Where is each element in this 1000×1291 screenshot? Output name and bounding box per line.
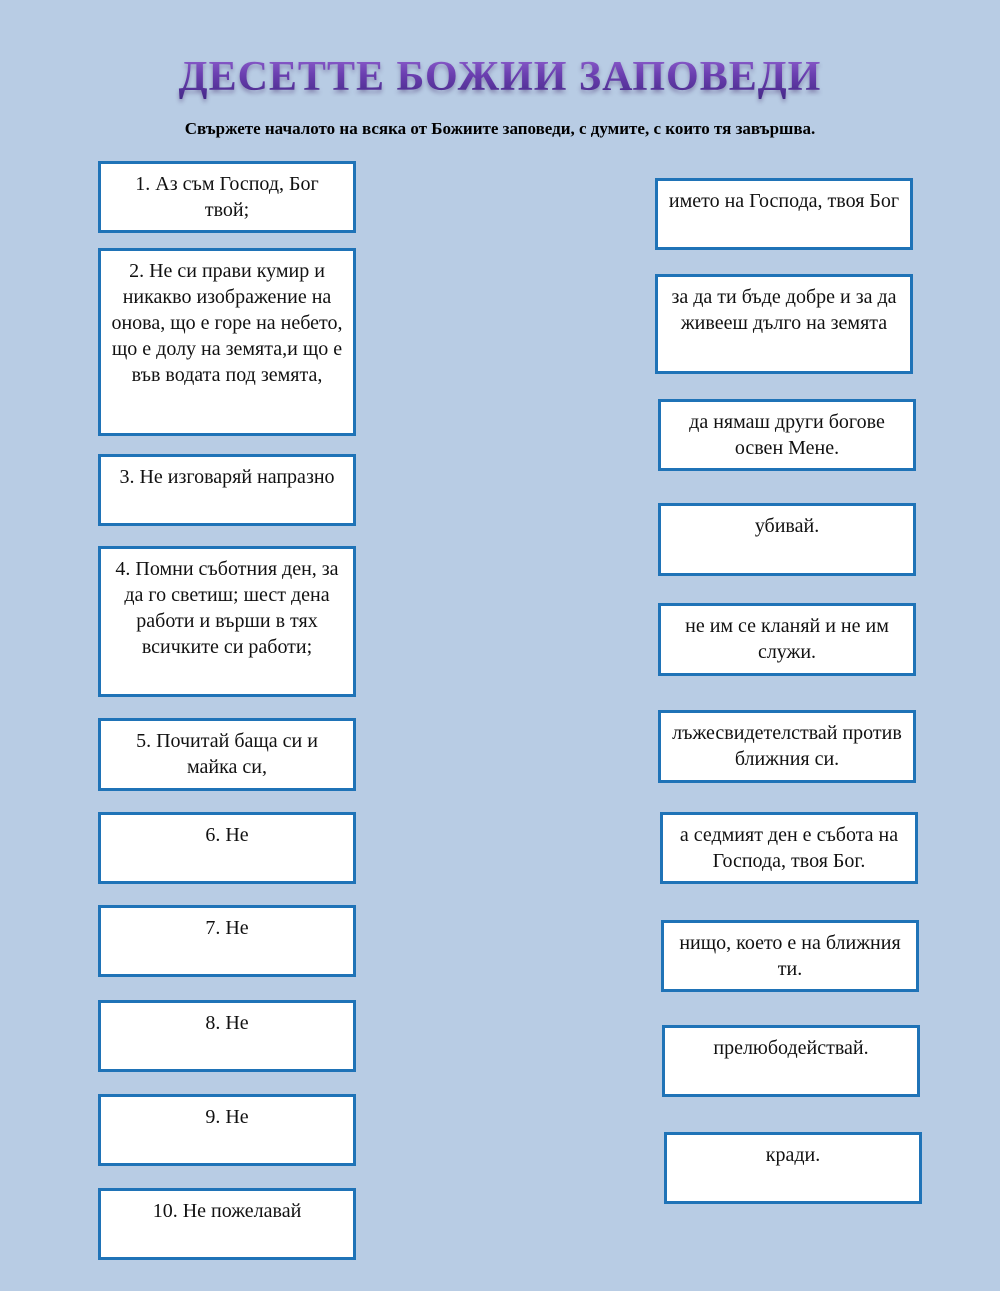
commandment-start-1[interactable]: 1. Аз съм Господ, Бог твой; xyxy=(98,161,356,233)
commandment-end-2[interactable]: за да ти бъде добре и за да живееш дълго на земята xyxy=(655,274,913,374)
commandment-start-5[interactable]: 5. Почитай баща си и майка си, xyxy=(98,718,356,791)
commandment-start-4[interactable]: 4. Помни съботния ден, за да го светиш; шест дена работи и върши в тях всичките си работи; xyxy=(98,546,356,697)
commandment-end-5[interactable]: не им се кланяй и не им служи. xyxy=(658,603,916,676)
commandment-end-8[interactable]: нищо, което е на ближния ти. xyxy=(661,920,919,992)
commandment-start-10[interactable]: 10. Не пожелавай xyxy=(98,1188,356,1260)
commandment-end-7[interactable]: а седмият ден е събота на Господа, твоя Бог. xyxy=(660,812,918,884)
commandment-end-4[interactable]: убивай. xyxy=(658,503,916,576)
commandment-end-9[interactable]: прелюбодействай. xyxy=(662,1025,920,1097)
commandment-start-2[interactable]: 2. Не си прави кумир и никакво изображение на онова, що е горе на небето, що е долу на земята,и що е във водата под земята, xyxy=(98,248,356,436)
commandment-start-9[interactable]: 9. Не xyxy=(98,1094,356,1166)
instruction-text: Свържете началото на всяка от Божиите заповеди, с думите, с които тя завършва. xyxy=(184,119,816,138)
commandment-end-1[interactable]: името на Господа, твоя Бог xyxy=(655,178,913,250)
commandment-start-8[interactable]: 8. Не xyxy=(98,1000,356,1072)
commandment-start-3[interactable]: 3. Не изговаряй напразно xyxy=(98,454,356,526)
page-title: ДЕСЕТТЕ БОЖИИ ЗАПОВЕДИ xyxy=(0,50,1000,104)
commandment-start-7[interactable]: 7. Не xyxy=(98,905,356,977)
commandment-end-6[interactable]: лъжесвидетелствай против ближния си. xyxy=(658,710,916,783)
commandment-end-10[interactable]: кради. xyxy=(664,1132,922,1204)
commandment-end-3[interactable]: да нямаш други богове освен Мене. xyxy=(658,399,916,471)
commandment-start-6[interactable]: 6. Не xyxy=(98,812,356,884)
